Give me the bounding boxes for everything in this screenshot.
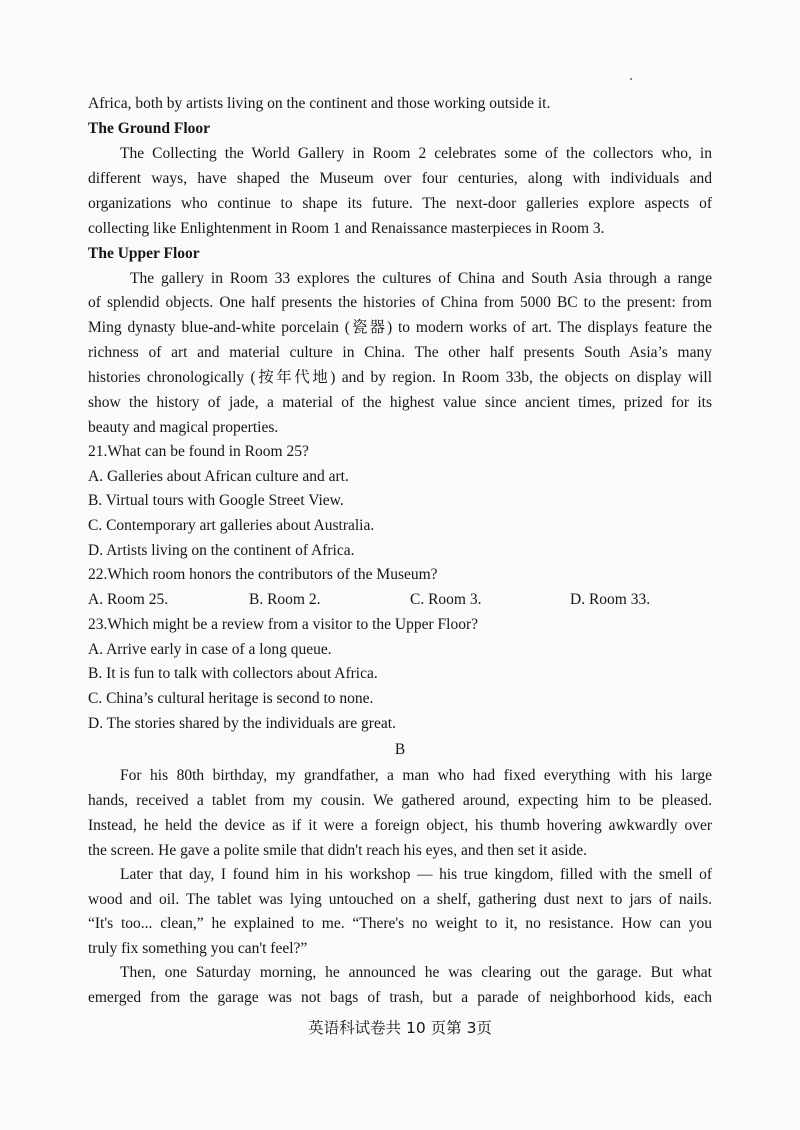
upper-floor-line: beauty and magical properties. [88, 419, 279, 436]
answer-option[interactable]: B. Virtual tours with Google Street View. [88, 492, 344, 509]
question-stem: 21.What can be found in Room 25? [88, 443, 309, 460]
answer-option[interactable]: C. Room 3. [410, 591, 482, 608]
passage-b-line: truly fix something you can't feel?” [88, 940, 308, 957]
upper-floor-line: richness of art and material culture in China. The other half presents South Asia’s many [88, 344, 712, 361]
passage-b-line: “It's too... clean,” he explained to me. “There's no weight to it, no resistance. How can you [88, 915, 712, 932]
passage-b-line: wood and oil. The tablet was lying untouched on a shelf, gathering dust next to jars of nails. [88, 891, 712, 908]
answer-option[interactable]: A. Galleries about African culture and art. [88, 468, 349, 485]
ground-floor-line: The Collecting the World Gallery in Room 2 celebrates some of the collectors who, in [120, 145, 712, 162]
passage-label: B [394, 741, 406, 758]
upper-floor-heading: The Upper Floor [88, 245, 200, 262]
answer-option[interactable]: A. Room 25. [88, 591, 169, 608]
answer-option[interactable]: D. Artists living on the continent of Africa. [88, 542, 355, 559]
intro-tail: Africa, both by artists living on the continent and those working outside it. [88, 95, 551, 112]
question-stem: 22.Which room honors the contributors of the Museum? [88, 566, 438, 583]
upper-floor-line: Ming dynasty blue-and-white porcelain (瓷器) to modern works of art. The displays feature the [88, 319, 712, 336]
answer-option[interactable]: B. Room 2. [249, 591, 321, 608]
passage-b-line: For his 80th birthday, my grandfather, a man who had fixed everything with his large [120, 767, 712, 784]
answer-option[interactable]: D. The stories shared by the individuals are great. [88, 715, 396, 732]
upper-floor-line: show the history of jade, a material of the highest value since ancient times, prized for its [88, 394, 712, 411]
scan-speck [630, 78, 632, 80]
answer-option[interactable]: D. Room 33. [570, 591, 651, 608]
passage-b-line: emerged from the garage was not bags of trash, but a parade of neighborhood kids, each [88, 989, 712, 1006]
passage-b-line: Instead, he held the device as if it were a foreign object, his thumb hovering awkwardly over [88, 817, 712, 834]
ground-floor-line: organizations who continue to shape its future. The next-door galleries explore aspects of [88, 195, 712, 212]
upper-floor-line: of splendid objects. One half presents the histories of China from 5000 BC to the present: from [88, 294, 712, 311]
answer-option[interactable]: B. It is fun to talk with collectors about Africa. [88, 665, 378, 682]
upper-floor-line: histories chronologically (按年代地) and by region. In Room 33b, the objects on display will [88, 369, 712, 386]
question-stem: 23.Which might be a review from a visitor to the Upper Floor? [88, 616, 478, 633]
passage-b-line: Then, one Saturday morning, he announced he was clearing out the garage. But what [120, 964, 712, 981]
page-footer: 英语科试卷共 10 页第 3页 [308, 1019, 492, 1037]
passage-b-line: hands, received a tablet from my cousin. We gathered around, expecting him to be pleased. [88, 792, 712, 809]
ground-floor-heading: The Ground Floor [88, 120, 211, 137]
passage-b-line: the screen. He gave a polite smile that didn't reach his eyes, and then set it aside. [88, 842, 588, 859]
answer-option[interactable]: C. Contemporary art galleries about Australia. [88, 517, 375, 534]
upper-floor-line: The gallery in Room 33 explores the cultures of China and South Asia through a range [130, 270, 712, 287]
answer-option[interactable]: A. Arrive early in case of a long queue. [88, 641, 332, 658]
answer-option[interactable]: C. China’s cultural heritage is second to none. [88, 690, 374, 707]
ground-floor-line: collecting like Enlightenment in Room 1 and Renaissance masterpieces in Room 3. [88, 220, 605, 237]
passage-b-line: Later that day, I found him in his workshop — his true kingdom, filled with the smell of [120, 866, 712, 883]
ground-floor-line: different ways, have shaped the Museum over four centuries, along with individuals and [88, 170, 712, 187]
